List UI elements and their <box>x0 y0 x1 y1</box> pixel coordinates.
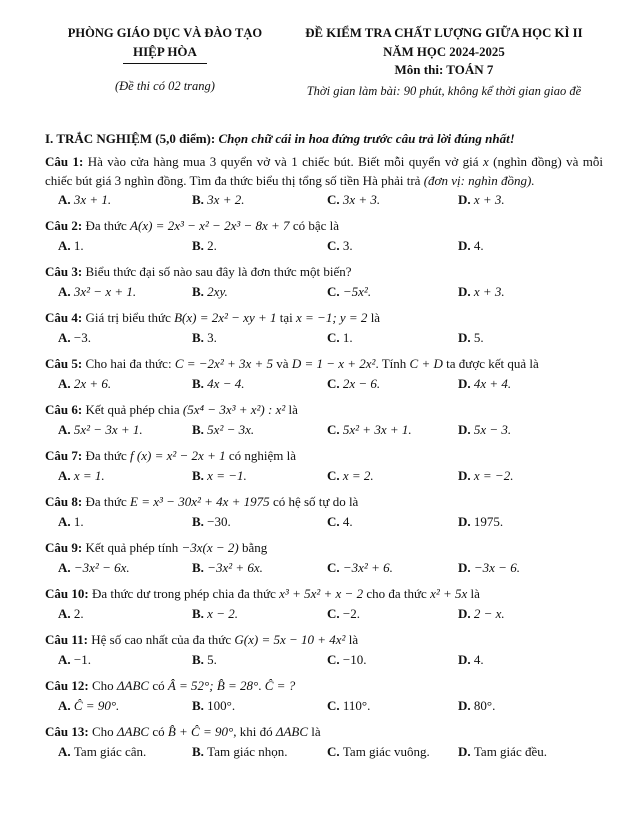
text-run: 100°. <box>207 697 236 713</box>
text-run: Đa thức <box>85 218 131 234</box>
option-letter: C. <box>327 422 343 438</box>
math-text: D = 1 − x + 2x² <box>291 356 376 372</box>
subject-line: Môn thi: TOÁN 7 <box>394 62 494 78</box>
text-run: Đa thức <box>85 494 131 510</box>
text-run: có nghiệm là <box>225 448 296 464</box>
answer-option <box>58 651 192 670</box>
option-letter: D. <box>458 514 474 530</box>
options-row <box>58 697 603 716</box>
math-text: x + 3. <box>473 192 505 208</box>
answer-option <box>192 743 327 762</box>
question <box>45 217 603 256</box>
option-letter: D. <box>458 559 474 575</box>
question <box>45 401 603 440</box>
section-heading-bold: I. TRẮC NGHIỆM (5,0 điểm): <box>45 130 216 146</box>
option-letter: B. <box>192 284 208 300</box>
text-run: ta được kết quả là <box>442 356 539 372</box>
text-run: có hệ số tự do là <box>269 494 359 510</box>
question-number: Câu 2: <box>45 218 86 234</box>
question-text <box>45 217 603 236</box>
math-text: 3x + 1. <box>73 192 112 208</box>
option-letter: C. <box>327 605 343 621</box>
option-letter: B. <box>192 651 208 667</box>
text-run: Hệ số cao nhất của đa thức <box>91 631 235 647</box>
option-letter: C. <box>327 743 343 759</box>
exam-pages-note: (Đề thi có 02 trang) <box>114 79 215 94</box>
option-letter: C. <box>327 376 343 392</box>
text-run: 5. <box>473 330 484 346</box>
option-letter: A. <box>58 697 74 713</box>
math-text: x + 3. <box>473 284 505 300</box>
answer-option <box>327 697 458 716</box>
option-letter: D. <box>458 238 474 254</box>
math-text: C + D <box>409 356 443 372</box>
question-number: Câu 10: <box>45 585 92 601</box>
text-run: 4. <box>473 651 484 667</box>
text-run: 80°. <box>473 697 496 713</box>
section-heading <box>45 130 603 149</box>
question-text <box>45 677 603 696</box>
question <box>45 677 603 716</box>
option-letter: A. <box>58 376 74 392</box>
options-row <box>58 467 603 486</box>
text-run: Tam giác nhọn. <box>207 743 288 759</box>
math-text: x² + 5x <box>430 585 468 601</box>
option-letter: D. <box>458 697 474 713</box>
text-run: là <box>308 723 321 739</box>
answer-option <box>192 329 327 348</box>
math-text: −3x − 6. <box>473 559 520 575</box>
text-run: 4. <box>473 238 484 254</box>
answer-option <box>192 697 327 716</box>
text-run: Cho <box>91 723 117 739</box>
math-text: 5x² + 3x + 1. <box>342 422 412 438</box>
math-text: x = 1. <box>73 468 105 484</box>
option-letter: A. <box>58 743 74 759</box>
question-text <box>45 447 603 466</box>
answer-option <box>58 559 192 578</box>
option-letter: A. <box>58 605 74 621</box>
text-run: Tam giác vuông. <box>342 743 430 759</box>
text-run: Hà vào cửa hàng mua 3 quyển vở và 1 chiếc bút. Biết mỗi quyển vở giá <box>87 153 483 169</box>
text-run: Kết quả phép chia <box>85 402 183 418</box>
options-row <box>58 237 603 256</box>
math-text: −3x² + 6x. <box>207 559 263 575</box>
text-run: −3. <box>73 330 91 346</box>
duration-note: Thời gian làm bài: 90 phút, không kể thời gian giao đề <box>306 84 582 99</box>
option-letter: A. <box>58 468 74 484</box>
option-letter: B. <box>192 697 208 713</box>
question-text <box>45 263 603 282</box>
math-text: 4x − 4. <box>207 376 245 392</box>
answer-option <box>458 651 603 670</box>
math-text: 3x + 3. <box>342 192 381 208</box>
header-left-block <box>45 24 285 101</box>
text-run: Kết quả phép tính <box>85 540 182 555</box>
answer-option <box>192 191 327 210</box>
answer-option <box>458 329 603 348</box>
text-run: −2. <box>342 605 360 621</box>
answer-option <box>58 329 192 348</box>
answer-option <box>458 513 603 532</box>
option-letter: D. <box>458 422 474 438</box>
text-run: và <box>273 356 292 372</box>
text-run: 3. <box>342 238 353 254</box>
question-number: Câu 1: <box>45 153 88 169</box>
option-letter: A. <box>58 422 74 438</box>
answer-option <box>458 237 603 256</box>
text-run: Đa thức <box>85 448 131 464</box>
answer-option <box>58 191 192 210</box>
math-text: x = −1. <box>207 468 247 484</box>
answer-option <box>458 467 603 486</box>
text-run: 1. <box>342 330 353 346</box>
options-row <box>58 191 603 210</box>
question <box>45 539 603 578</box>
answer-option <box>327 651 458 670</box>
option-letter: B. <box>192 468 208 484</box>
answer-option <box>58 697 192 716</box>
answer-option <box>192 651 327 670</box>
question-number: Câu 7: <box>45 448 86 464</box>
answer-option <box>327 421 458 440</box>
option-letter: D. <box>458 330 474 346</box>
answer-option <box>327 191 458 210</box>
math-text: A(x) = 2x³ − x² − 2x³ − 8x + 7 <box>130 218 290 234</box>
answer-option <box>458 375 603 394</box>
question <box>45 153 603 211</box>
question-text <box>45 401 603 420</box>
math-text: 5x − 3. <box>473 422 512 438</box>
question-text <box>45 153 603 191</box>
math-text: C = −2x² + 3x + 5 <box>174 356 274 372</box>
option-letter: C. <box>327 559 343 575</box>
math-text: G(x) = 5x − 10 + 4x² <box>234 631 346 647</box>
math-text: −3x(x − 2) <box>181 540 239 555</box>
text-run: 5. <box>207 651 217 667</box>
option-letter: A. <box>58 651 74 667</box>
text-run: Tam giác đều. <box>473 743 547 759</box>
answer-option <box>458 743 603 762</box>
question-number: Câu 9: <box>45 540 86 555</box>
math-text: f (x) = x² − 2x + 1 <box>130 448 226 464</box>
answer-option <box>327 513 458 532</box>
options-row <box>58 743 603 762</box>
question-text <box>45 493 603 512</box>
option-letter: D. <box>458 376 474 392</box>
answer-option <box>327 559 458 578</box>
answer-option <box>458 559 603 578</box>
text-run: Biểu thức đại số nào sau đây là đơn thức một biến? <box>85 264 352 280</box>
answer-option <box>192 513 327 532</box>
answer-option <box>192 605 327 624</box>
answer-option <box>458 283 603 302</box>
math-text: 2x − 6. <box>342 376 381 392</box>
option-letter: D. <box>458 743 474 759</box>
question <box>45 585 603 624</box>
text-run: , khi đó <box>233 723 276 739</box>
option-letter: D. <box>458 284 474 300</box>
question-number: Câu 5: <box>45 356 86 372</box>
text-run: −30. <box>207 514 231 530</box>
question-number: Câu 3: <box>45 264 86 280</box>
option-letter: C. <box>327 697 343 713</box>
text-run: là <box>345 631 359 647</box>
option-letter: B. <box>192 192 208 208</box>
answer-option <box>192 237 327 256</box>
math-text: 5x² − 3x. <box>207 422 255 438</box>
answer-option <box>458 605 603 624</box>
option-letter: C. <box>327 284 343 300</box>
text-run: có <box>149 677 168 693</box>
text-run: là <box>467 585 480 601</box>
math-text: x − 2. <box>207 605 238 621</box>
option-letter: C. <box>327 192 343 208</box>
option-letter: C. <box>327 238 343 254</box>
option-letter: B. <box>192 422 208 438</box>
text-run: Giá trị biểu thức <box>85 310 175 326</box>
answer-option <box>327 329 458 348</box>
answer-option <box>58 743 192 762</box>
answer-option <box>58 375 192 394</box>
option-letter: B. <box>192 238 208 254</box>
text-run: 1. <box>73 238 84 254</box>
answer-option <box>327 605 458 624</box>
answer-option <box>58 283 192 302</box>
answer-option <box>327 467 458 486</box>
text-run: 2. <box>207 238 217 254</box>
question-number: Câu 12: <box>45 677 92 693</box>
question <box>45 631 603 670</box>
answer-option <box>58 467 192 486</box>
answer-option <box>192 375 327 394</box>
text-run: 4. <box>342 514 353 530</box>
text-run: Tam giác cân. <box>73 743 147 759</box>
math-text: x = −2. <box>473 468 514 484</box>
answer-option <box>58 605 192 624</box>
text-run: Đa thức dư trong phép chia đa thức <box>91 585 280 601</box>
option-letter: B. <box>192 605 208 621</box>
answer-option <box>327 283 458 302</box>
math-text: −5x². <box>342 284 372 300</box>
header-right-block <box>285 24 603 101</box>
option-letter: C. <box>327 468 343 484</box>
text-run: . Tính <box>375 356 410 372</box>
text-run: −10. <box>342 651 367 667</box>
option-letter: C. <box>327 330 343 346</box>
math-text: B(x) = 2x² − xy + 1 <box>174 310 277 326</box>
option-letter: A. <box>58 238 74 254</box>
options-row <box>58 651 603 670</box>
school-year: NĂM HỌC 2024-2025 <box>383 44 505 59</box>
math-text: B̂ + Ĉ = 90° <box>167 723 234 739</box>
options-row <box>58 283 603 302</box>
question-text <box>45 631 603 650</box>
option-letter: C. <box>327 514 343 530</box>
option-letter: B. <box>192 330 208 346</box>
math-text: x <box>482 153 489 169</box>
option-letter: A. <box>58 284 74 300</box>
text-run: Cho <box>91 677 117 693</box>
text-run: 3. <box>207 330 217 346</box>
math-text: Ĉ = ? <box>264 677 296 693</box>
math-text: E = x³ − 30x² + 4x + 1975 <box>130 494 270 510</box>
option-letter: B. <box>192 376 208 392</box>
department-title: PHÒNG GIÁO DỤC VÀ ĐÀO TẠO <box>67 26 263 40</box>
question <box>45 263 603 302</box>
text-run: (đơn vị: nghìn đồng). <box>423 172 535 188</box>
math-text: x = −1; y = 2 <box>296 310 368 326</box>
text-run: 1. <box>73 514 84 530</box>
question <box>45 355 603 394</box>
answer-option <box>327 237 458 256</box>
text-run: cho đa thức <box>363 585 431 601</box>
math-text: 4x + 4. <box>473 376 512 392</box>
option-letter: A. <box>58 514 74 530</box>
option-letter: D. <box>458 468 474 484</box>
options-row <box>58 375 603 394</box>
answer-option <box>458 697 603 716</box>
option-letter: D. <box>458 605 474 621</box>
question-text <box>45 309 603 328</box>
math-text: Ĉ = 90°. <box>73 697 120 713</box>
text-run: tại <box>276 310 296 326</box>
math-text: 2xy. <box>207 284 228 300</box>
option-letter: B. <box>192 514 208 530</box>
answer-option <box>192 467 327 486</box>
question <box>45 493 603 532</box>
text-run: có <box>149 723 168 739</box>
answer-option <box>58 421 192 440</box>
option-letter: B. <box>192 559 208 575</box>
text-run: (nghìn đồng) và mỗi chiếc bút giá 3 nghìn đồng. Tìm đa thức biểu thị tổng số tiền Hà phải trả <box>45 153 604 188</box>
math-text: 2 − x. <box>473 605 505 621</box>
option-letter: B. <box>192 743 208 759</box>
question <box>45 309 603 348</box>
option-letter: C. <box>327 651 343 667</box>
answer-option <box>327 743 458 762</box>
text-run: là <box>367 310 381 326</box>
answer-option <box>327 375 458 394</box>
question-number: Câu 13: <box>45 723 92 739</box>
math-text: x³ + 5x² + x − 2 <box>279 585 364 601</box>
math-text: ΔABC <box>116 677 150 693</box>
header <box>45 24 603 101</box>
math-text: Â = 52°; B̂ = 28° <box>167 677 259 693</box>
option-letter: A. <box>58 192 74 208</box>
text-run: 1975. <box>473 514 504 530</box>
answer-option <box>458 191 603 210</box>
text-run: Cho hai đa thức: <box>85 356 175 372</box>
question-number: Câu 11: <box>45 631 92 647</box>
question-number: Câu 6: <box>45 402 86 418</box>
math-text: 3x² − x + 1. <box>73 284 137 300</box>
section-heading-italic: Chọn chữ cái in hoa đứng trước câu trả lời đúng nhất! <box>218 130 515 146</box>
answer-option <box>458 421 603 440</box>
question-number: Câu 4: <box>45 310 86 326</box>
text-run: bằng <box>238 540 268 555</box>
answer-option <box>58 237 192 256</box>
answer-option <box>58 513 192 532</box>
option-letter: A. <box>58 330 74 346</box>
option-letter: D. <box>458 192 474 208</box>
math-text: 3x + 2. <box>207 192 245 208</box>
math-text: ΔABC <box>275 723 309 739</box>
options-row <box>58 605 603 624</box>
math-text: 5x² − 3x + 1. <box>73 422 143 438</box>
text-run: 110°. <box>342 697 371 713</box>
question <box>45 447 603 486</box>
question <box>45 723 603 762</box>
options-row <box>58 421 603 440</box>
answer-option <box>192 283 327 302</box>
questions-list <box>45 153 603 762</box>
options-row <box>58 559 603 578</box>
question-number: Câu 8: <box>45 494 86 510</box>
text-run: . <box>258 677 265 693</box>
answer-option <box>192 421 327 440</box>
question-text <box>45 585 603 604</box>
exam-title: ĐỀ KIỂM TRA CHẤT LƯỢNG GIỮA HỌC KÌ II <box>305 26 583 40</box>
math-text: −3x² + 6. <box>342 559 393 575</box>
text-run: là <box>285 402 298 418</box>
district-name-wrap <box>45 43 285 64</box>
math-text: ΔABC <box>116 723 150 739</box>
question-text <box>45 539 603 558</box>
options-row <box>58 513 603 532</box>
math-text: x = 2. <box>342 468 374 484</box>
text-run: −1. <box>73 651 91 667</box>
question-text <box>45 355 603 374</box>
question-text <box>45 723 603 742</box>
math-text: 2x + 6. <box>73 376 112 392</box>
options-row <box>58 329 603 348</box>
math-text: (5x⁴ − 3x³ + x²) : x² <box>182 402 286 418</box>
option-letter: D. <box>458 651 474 667</box>
math-text: −3x² − 6x. <box>73 559 130 575</box>
text-run: 2. <box>73 605 84 621</box>
text-run: có bậc là <box>289 218 340 234</box>
option-letter: A. <box>58 559 74 575</box>
district-name: HIỆP HÒA <box>123 43 207 64</box>
answer-option <box>192 559 327 578</box>
